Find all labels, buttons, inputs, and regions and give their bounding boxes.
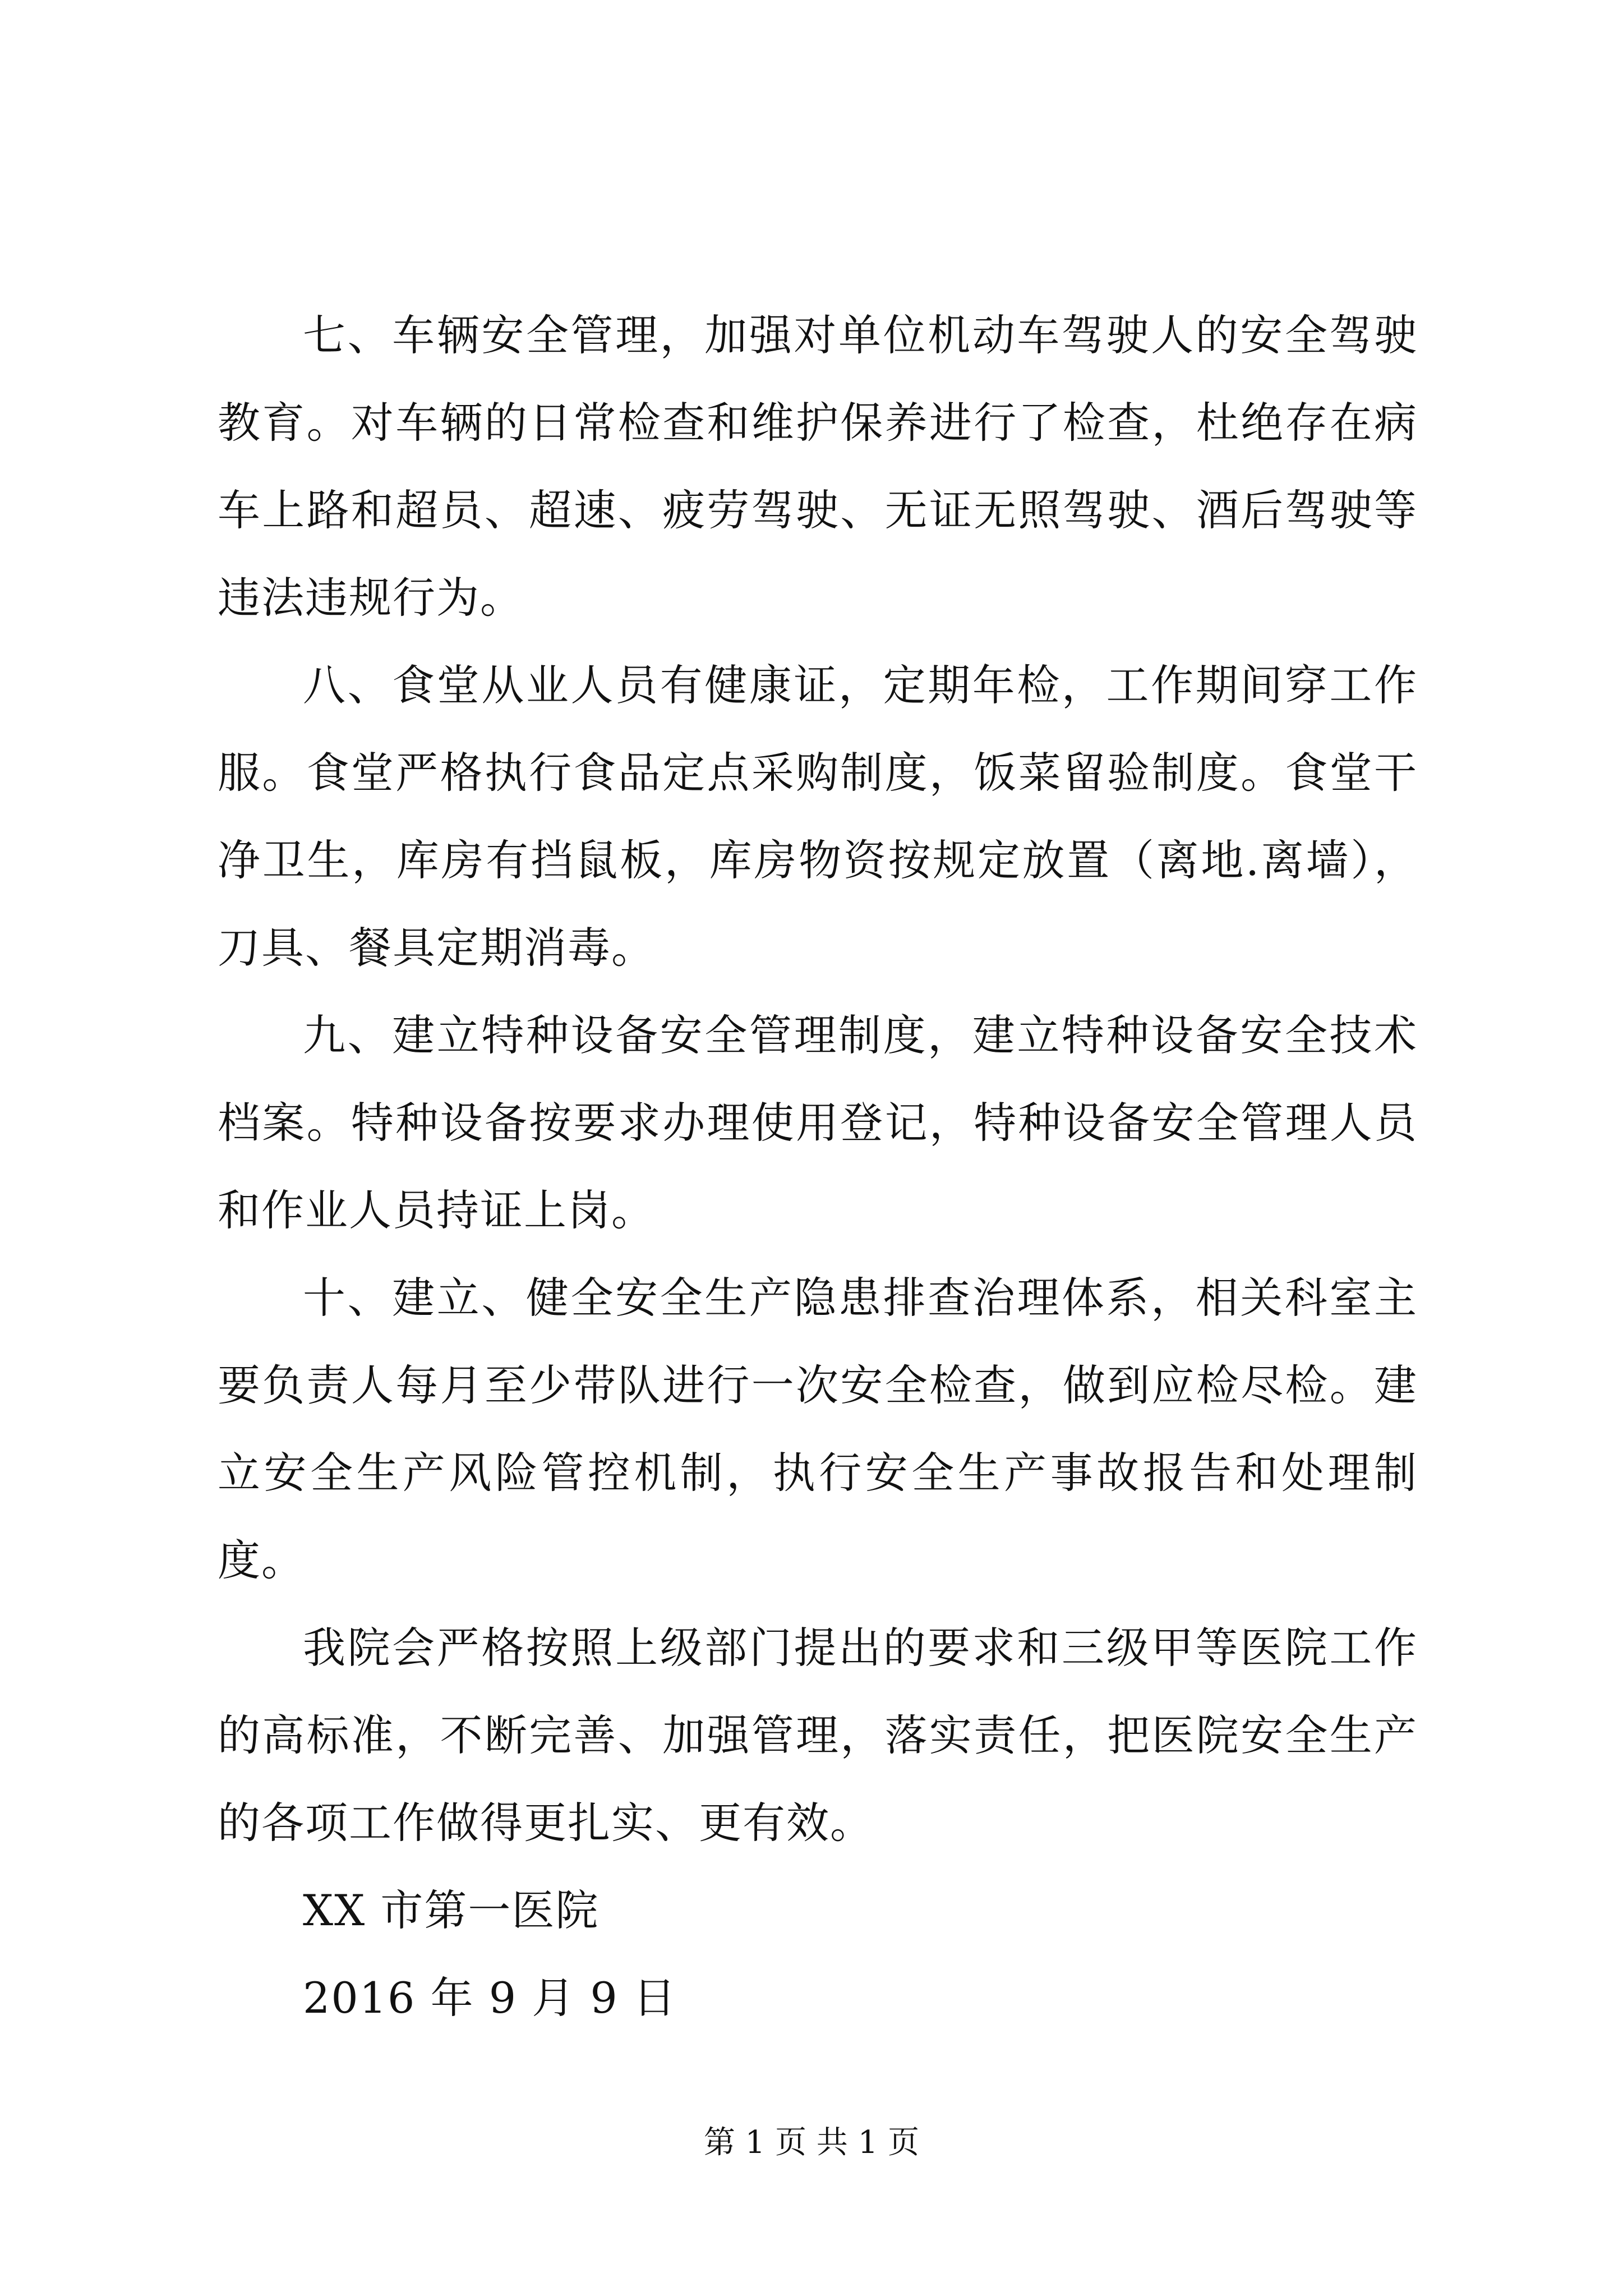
document-body [218, 292, 1418, 2042]
paragraph-conclusion: 我院会严格按照上级部门提出的要求和三级甲等医院工作的高标准，不断完善、加强管理，落实责任，把医院安全生产的各项工作做得更扎实、更有效。 [218, 1623, 1418, 1848]
paragraph-vehicle-safety: 七、车辆安全管理，加强对单位机动车驾驶人的安全驾驶教育。对车辆的日常检查和维护保养进行了检查，杜绝存在病车上路和超员、超速、疲劳驾驶、无证无照驾驶、酒后驾驶等违法违规行为。 [218, 310, 1418, 623]
signature-date: 2016 年 9 月 9 日 [303, 1973, 677, 2023]
paragraph-canteen: 八、食堂从业人员有健康证，定期年检，工作期间穿工作服。食堂严格执行食品定点采购制度，饭菜留验制度。食堂干净卫生，库房有挡鼠板，库房物资按规定放置（离地.离墙），刀具、餐具定期消毒。 [218, 660, 1418, 973]
paragraph-special-equipment: 九、建立特种设备安全管理制度，建立特种设备安全技术档案。特种设备按要求办理使用登记，特种设备安全管理人员和作业人员持证上岗。 [218, 1010, 1418, 1235]
page-footer [0, 2123, 1623, 2162]
page-indicator: 第 1 页 共 1 页 [703, 2124, 920, 2161]
signature-organization: XX 市第一医院 [303, 1885, 600, 1935]
paragraph-hazard-inspection: 十、建立、健全安全生产隐患排查治理体系，相关科室主要负责人每月至少带队进行一次安全检查，做到应检尽检。建立安全生产风险管控机制，执行安全生产事故报告和处理制度。 [218, 1273, 1418, 1585]
